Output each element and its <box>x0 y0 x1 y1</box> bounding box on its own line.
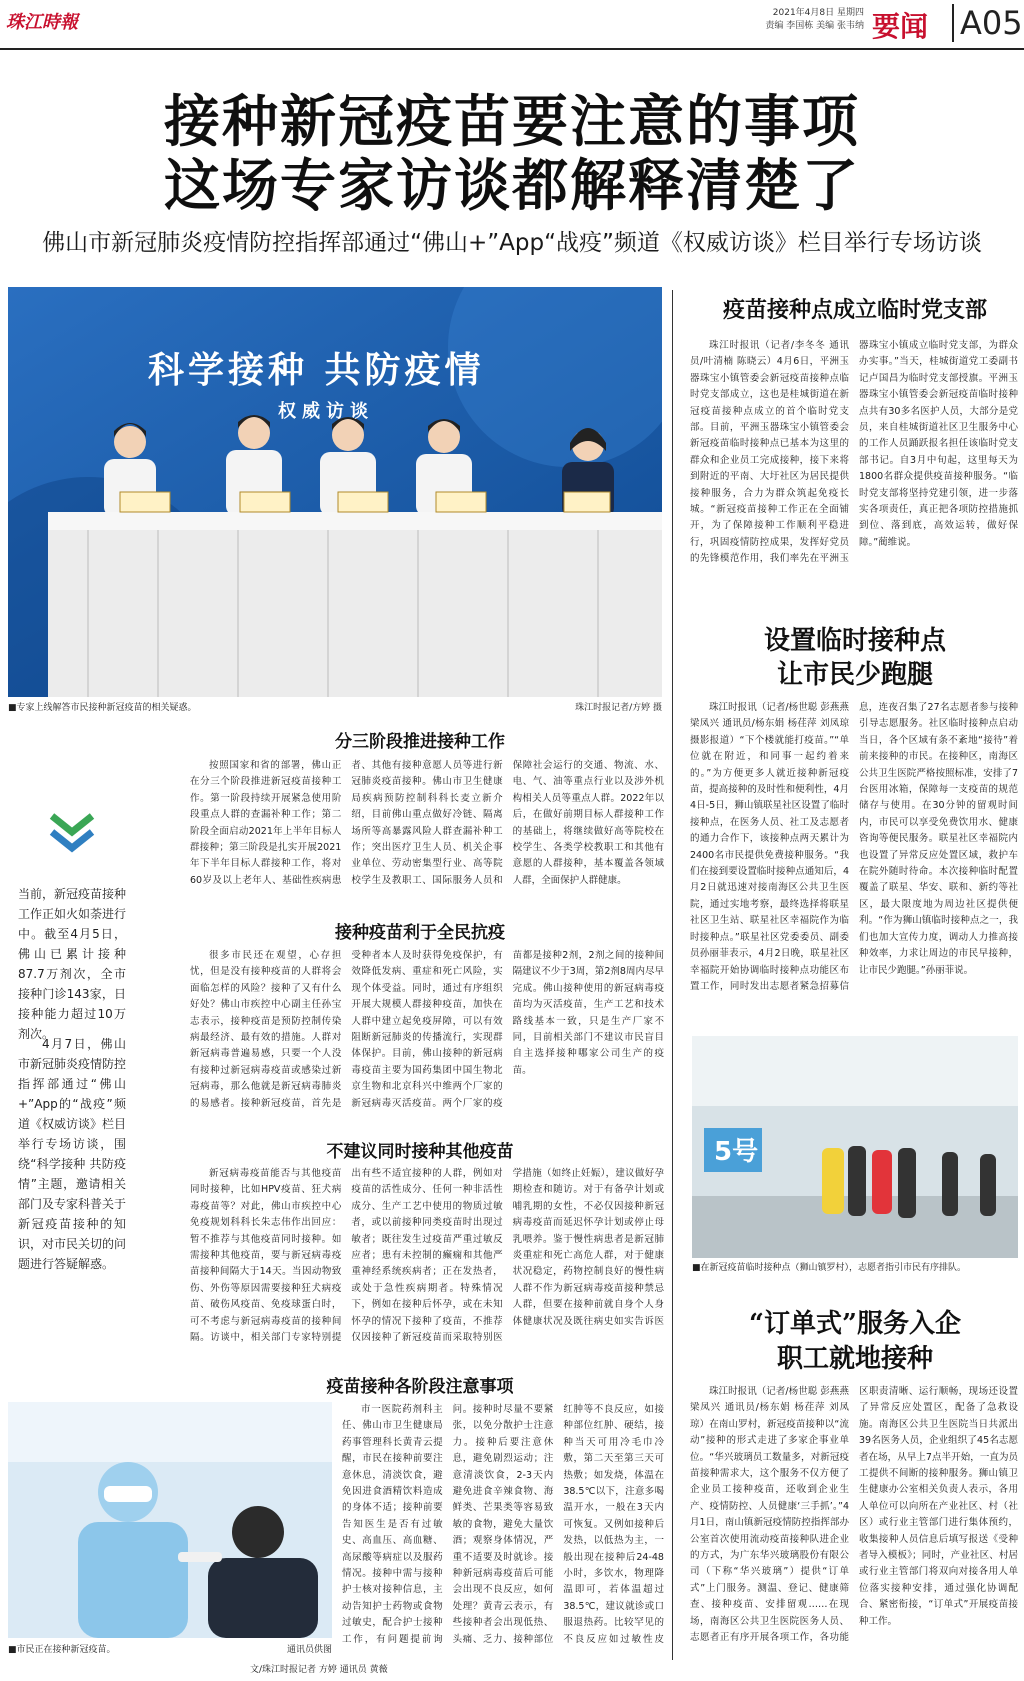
banner-title: 科学接种 共防疫情 <box>148 350 485 391</box>
page-number: A05 <box>952 4 1023 42</box>
issue-date: 2021年4月8日 星期四 <box>772 8 864 18</box>
section-name: 要闻 <box>872 10 929 43</box>
section-title-precautions: 疫苗接种各阶段注意事项 <box>326 1377 514 1397</box>
vaccination-photo-credit: 通讯员供图 <box>286 1645 332 1655</box>
headline-line-1: 接种新冠疫苗要注意的事项 <box>164 90 860 155</box>
section-title-benefits: 接种疫苗利于全民抗疫 <box>335 923 505 943</box>
sidebar-detail: 4月7日，佛山市新冠肺炎疫情防控指挥部通过“佛山+”App的“战疫”频道《权威访谈》栏目举行专场访谈，围绕“科学接种 共防疫情”主题，邀请相关部门及专家科普关于新冠疫苗接种的知识，对市民关切的问题进行答疑解惑。 <box>18 1037 127 1271</box>
right-title-temp-site-1: 设置临时接种点 <box>763 626 946 656</box>
queue-photo-caption: ■在新冠疫苗临时接种点（狮山镇罗村），志愿者指引市民有序排队。 <box>692 1263 967 1273</box>
column-divider <box>672 290 673 1660</box>
section-title-stages: 分三阶段推进接种工作 <box>335 732 505 752</box>
right-body-temp-site: 珠江时报讯（记者/杨世聪 彭燕燕 梁凤兴 通讯员/杨东娟 杨荏萍 刘凤琼 摄影报道）“下个楼就能打疫苗。”“单位就在附近，和同事一起约着来的。”为方便更多人就近接种新冠疫苗，提高接种的及时性和便利性，4月4日-5日，狮山镇联星社区设置了临时接种点，在医务人员、社工及志愿者的通力合作下，该接种点两天累计为2400名市民提供免费接种服务。“我们在接到要设置临时接种点通知后，4月2日就迅速对接南海区公共卫生医院，通过实地考察，最终选择将联星社区卫生站、联星社区幸福院作为临时接种点。”联星社区党委委员、副委员孙丽菲表示，4月2日晚，联星社区幸福院开始协调临时接种点功能区布置工作，同时发出志愿者紧急招募信息，连夜召集了27名志愿者参与接种引导志愿服务。社区临时接种点启动当日，各个区域有条不紊地“接待”着前来接种的市民。在接种区，南海区公共卫生医院严格按照标准，安排了7台医用冰箱，保障每一支疫苗的规范储存与使用。在30分钟的留观时间内，市民可以享受免费饮用水、健康咨询等便民服务。联星社区幸福院内也设置了异常反应处置区域，救护车在院外随时待命。本次接种临时配置覆盖了联星、华安、联和、新约等社区，最大限度地为周边社区提供便利。“作为狮山镇临时接种点之一，我们也加大宣传力度，调动人力推高接种效率，力求让周边的市民早接种，让市民少跑腿。”孙丽菲说。 <box>690 702 1018 992</box>
section-body-precautions: 市一医院药剂科主任、佛山市卫生健康局药事管理科长黄青云提醒，市民在接种前要注意休息，清淡饮食，避免因进食酒精饮料造成的身体不适；接种前要告知医生是否有过敏史、高血压、高血糖、高尿酸等病症以及服药情况。接种中需与接种护士核对接种信息，主动告知护士药物或食物过敏史，配合护士接种工作，有问题提前询问。接种时尽量不要紧张，以免分散护士注意力。接种后要注意休息，避免剧烈运动；注意清淡饮食，2-3天内避免进食辛辣食物、海鲜类、芒果类等容易致敏的食物，避免大量饮酒；观察身体情况，严重不适要及时就诊。接种新冠病毒疫苗后可能会出现不良反应，如何处理？黄青云表示，有些接种者会出现低热、头痛、乏力、接种部位红肿等不良反应，如接种部位红肿、硬结，接种当天可用冷毛巾冷敷，第二天至第三天可热敷；如发烧，体温在38.5℃以下，注意多喝温开水，一般在3天内可恢复。又例如接种后发热，以低热为主，一般出现在接种后24-48小时，多饮水，物理降温即可，若体温超过38.5℃，建议就诊或口服退热药。比较罕见的不良反应如过敏性皮 <box>342 1404 664 1645</box>
section-body-benefits: 很多市民还在观望，心存担忧，但是没有接种疫苗的人群将会面临怎样的风险？接种了又有什么好处？佛山市疾控中心副主任孙宝志表示，接种疫苗是预防控制传染病最经济、最有效的措施。人群对新冠病毒普遍易感，只要一个人没有接种过新冠病毒疫苗或感染过新冠病毒，那么他就是新冠病毒肺炎的易感者。接种新冠疫苗，首先是受种者本人及时获得免疫保护，有效降低发病、重症和死亡风险，实现个体受益。同时，通过有序组织开展大规模人群接种疫苗，加快在人群中建立起免疫屏障，可以有效阻断新冠肺炎的传播流行，实现群体保护。目前，佛山接种的新冠病毒疫苗主要为国药集团中国生物北京生物和北京科兴中维两个厂家的新冠病毒灭活疫苗。两个厂家的疫苗都是接种2剂，2剂之间的接种间隔建议不少于3周，第2剂8周内尽早完成。佛山接种使用的新冠病毒疫苗均为灭活疫苗，生产工艺和技术路线基本一致，只是生产厂家不同，目前相关部门不建议市民盲目自主选择接种哪家公司生产的疫苗。 <box>190 950 664 1109</box>
right-title-order-service-1: “订单式”服务入企 <box>749 1309 961 1339</box>
vaccination-photo-caption: ■市民正在接种新冠疫苗。 <box>8 1645 116 1655</box>
main-photo-caption: ■专家上线解答市民接种新冠疫苗的相关疑惑。 <box>8 703 197 713</box>
section-title-no-coadmin: 不建议同时接种其他疫苗 <box>326 1142 514 1162</box>
main-photo <box>8 287 662 697</box>
right-body-order-service: 珠江时报讯（记者/杨世聪 彭燕燕 梁凤兴 通讯员/杨东娟 杨荏萍 刘凤琼）在南山罗村，新冠疫苗接种以“流动”接种的形式走进了多家企事业单位。“华兴玻璃员工数量多，对新冠疫苗接种需求大，这个服务不仅方便了企业员工接种疫苗，还收到企业生产、疫情防控、人员健康‘三手抓’。”4月1日，南山镇新冠疫情防控指挥部办公室首次使用流动疫苗接种队进企业的方式，为广东华兴玻璃股份有限公司（下称“华兴玻璃”）提供“订单式”上门服务。测温、登记、健康筛查、接种疫苗、安排留观……在现场，南海区公共卫生医院医务人员、志愿者正有序开展各项工作，各功能区职责清晰、运行顺畅，现场还设置了异常反应处置区，配备了急救设施。南海区公共卫生医院当日共派出39名医务人员，企业组织了45名志愿者在场，从早上7点半开始，一直为员工提供不间断的接种服务。狮山镇卫生健康办公室相关负责人表示，各用人单位可以向所在产业社区、村（社区）或行业主管部门进行集体预约，收集接种人员信息后填写报送《受种者导入模板》；同时，产业社区、村居或行业主管部门将双向对接各用人单位落实接种安排，通过强化协调配合、紧密衔接，“订单式”开展疫苗接种工作。 <box>690 1386 1018 1644</box>
sidebar-chevron-icon <box>48 812 96 862</box>
dateline <box>758 7 864 33</box>
headline-line-2: 这场专家访谈都解释清楚了 <box>164 154 860 219</box>
main-photo-credit: 珠江时报记者/方婷 摄 <box>575 703 662 713</box>
right-title-order-service-2: 职工就地接种 <box>776 1344 933 1374</box>
editor-credits: 责编 李国栋 美编 张韦纳 <box>765 21 864 31</box>
section-body-no-coadmin: 新冠病毒疫苗能否与其他疫苗同时接种，比如HPV疫苗、狂犬病毒疫苗等？对此，佛山市疾控中心免疫规划科科长朱志伟作出回应：暂不推荐与其他疫苗同时接种。如需接种其他疫苗，要与新冠病毒疫苗接种间隔大于14天。当因动物致伤、外伤等原因需要接种狂犬病疫苗、破伤风疫苗、免疫球蛋白时，可不考虑与新冠病毒疫苗的接种间隔。访谈中，相关部门专家特别提出有些不适宜接种的人群，例如对疫苗的活性成分、任何一种非活性成分、生产工艺中使用的物质过敏者，或以前接种同类疫苗时出现过敏者；既往发生过疫苗严重过敏反应者；患有未控制的癫痫和其他严重神经系统疾病者；正在发热者，或处于急性疾病期者。特殊情况下，例如在接种后怀孕，或在未知怀孕的情况下接种了疫苗，不推荐仅因接种了新冠疫苗而采取特别医学措施（如终止妊娠），建议做好孕期检查和随访。对于有备孕计划或哺乳期的女性，不必仅因接种新冠病毒疫苗而延迟怀孕计划或停止母乳喂养。鉴于慢性病患者是新冠肺炎重症和死亡高危人群，对于健康状况稳定，药物控制良好的慢性病人群不作为新冠病毒疫苗接种禁忌人群，但要在接种前就自身个人身体健康状况及既往病史如实告诉医 <box>190 1168 664 1344</box>
headline-subtitle: 佛山市新冠肺炎疫情防控指挥部通过“佛山+”App“战疫”频道《权威访谈》栏目举行专场访谈 <box>42 230 982 256</box>
page-header <box>0 0 1024 50</box>
svg-text:5号: 5号 <box>714 1137 759 1167</box>
right-title-party-branch: 疫苗接种点成立临时党支部 <box>722 297 987 323</box>
banner-subtitle: 权威访谈 <box>278 401 374 422</box>
queue-photo <box>692 1036 1018 1258</box>
right-body-party-branch: 珠江时报讯（记者/李冬冬 通讯员/叶清楠 陈晓云）4月6日，平洲玉器珠宝小镇管委会新冠疫苗接种点临时党支部成立，这也是桂城街道在新冠疫苗接种点成立的首个临时党支部。目前，平洲玉器珠宝小镇管委会新冠疫苗临时接种点已基本为这里的群众和企业员工完成接种，接下来将到附近的平南、大圩社区为居民提供接种服务，合力为群众筑起免疫长城。“新冠疫苗接种工作正在全面铺开，为了保障接种工作顺利平稳进行，巩固疫情防控成果，发挥好党员的先锋模范作用，我们率先在平洲玉器珠宝小镇成立临时党支部，为群众办实事。”当天，桂城街道党工委副书记卢国昌为临时党支部授旗。平洲玉器珠宝小镇管委会新冠疫苗临时接种点共有30多名医护人员，大部分是党员，来自桂城街道社区卫生服务中心的工作人员踊跃报名担任该临时党支部书记。自3月中旬起，这里每天为1800名群众提供疫苗接种服务。“临时党支部将坚持党建引领，进一步落实各项责任，真正把各项防控措施抓到位、落到底，高效运转，做好保障。”蔺维说。 <box>690 340 1018 565</box>
sidebar-intro: 当前，新冠疫苗接种工作正如火如荼进行中。截至4月5日，佛山已累计接种87.7万剂次，全市接种门诊143家，日接种能力超过10万剂次。 <box>18 887 127 1041</box>
section-body-stages: 按照国家和省的部署，佛山正在分三个阶段推进新冠疫苗接种工作。第一阶段持续开展紧急使用阶段重点人群的查漏补种工作；第二阶段全面启动2021年上半年目标人群接种；第三阶段是扎实开展2021年下半年目标人群接种工作，将对60岁及以上老年人、基础性疾病患者、其他有接种意愿人员等进行新冠肺炎疫苗接种。佛山市卫生健康局疾病预防控制科科长麦立新介绍，目前佛山重点做好冷链、隔离场所等高暴露风险人群查漏补种工作；突出医疗卫生人员、机关企事业单位、劳动密集型行业、高等院校学生及教职工、国际服务人员和保障社会运行的交通、物流、水、电、气、油等重点行业以及涉外机构相关人员等重点人群。2022年以后，在做好前期目标人群接种工作的基础上，将继续做好高等院校在校学生、各类学校教职工和其他有意愿的人群接种，基本覆盖各领域人群，全面保护人群健康。 <box>190 760 664 886</box>
masthead: 珠江時報 <box>6 12 78 33</box>
vaccination-photo <box>8 1402 332 1638</box>
article-byline: 文/珠江时报记者 方婷 通讯员 黄薇 <box>250 1665 388 1675</box>
right-title-temp-site-2: 让市民少跑腿 <box>776 660 933 690</box>
